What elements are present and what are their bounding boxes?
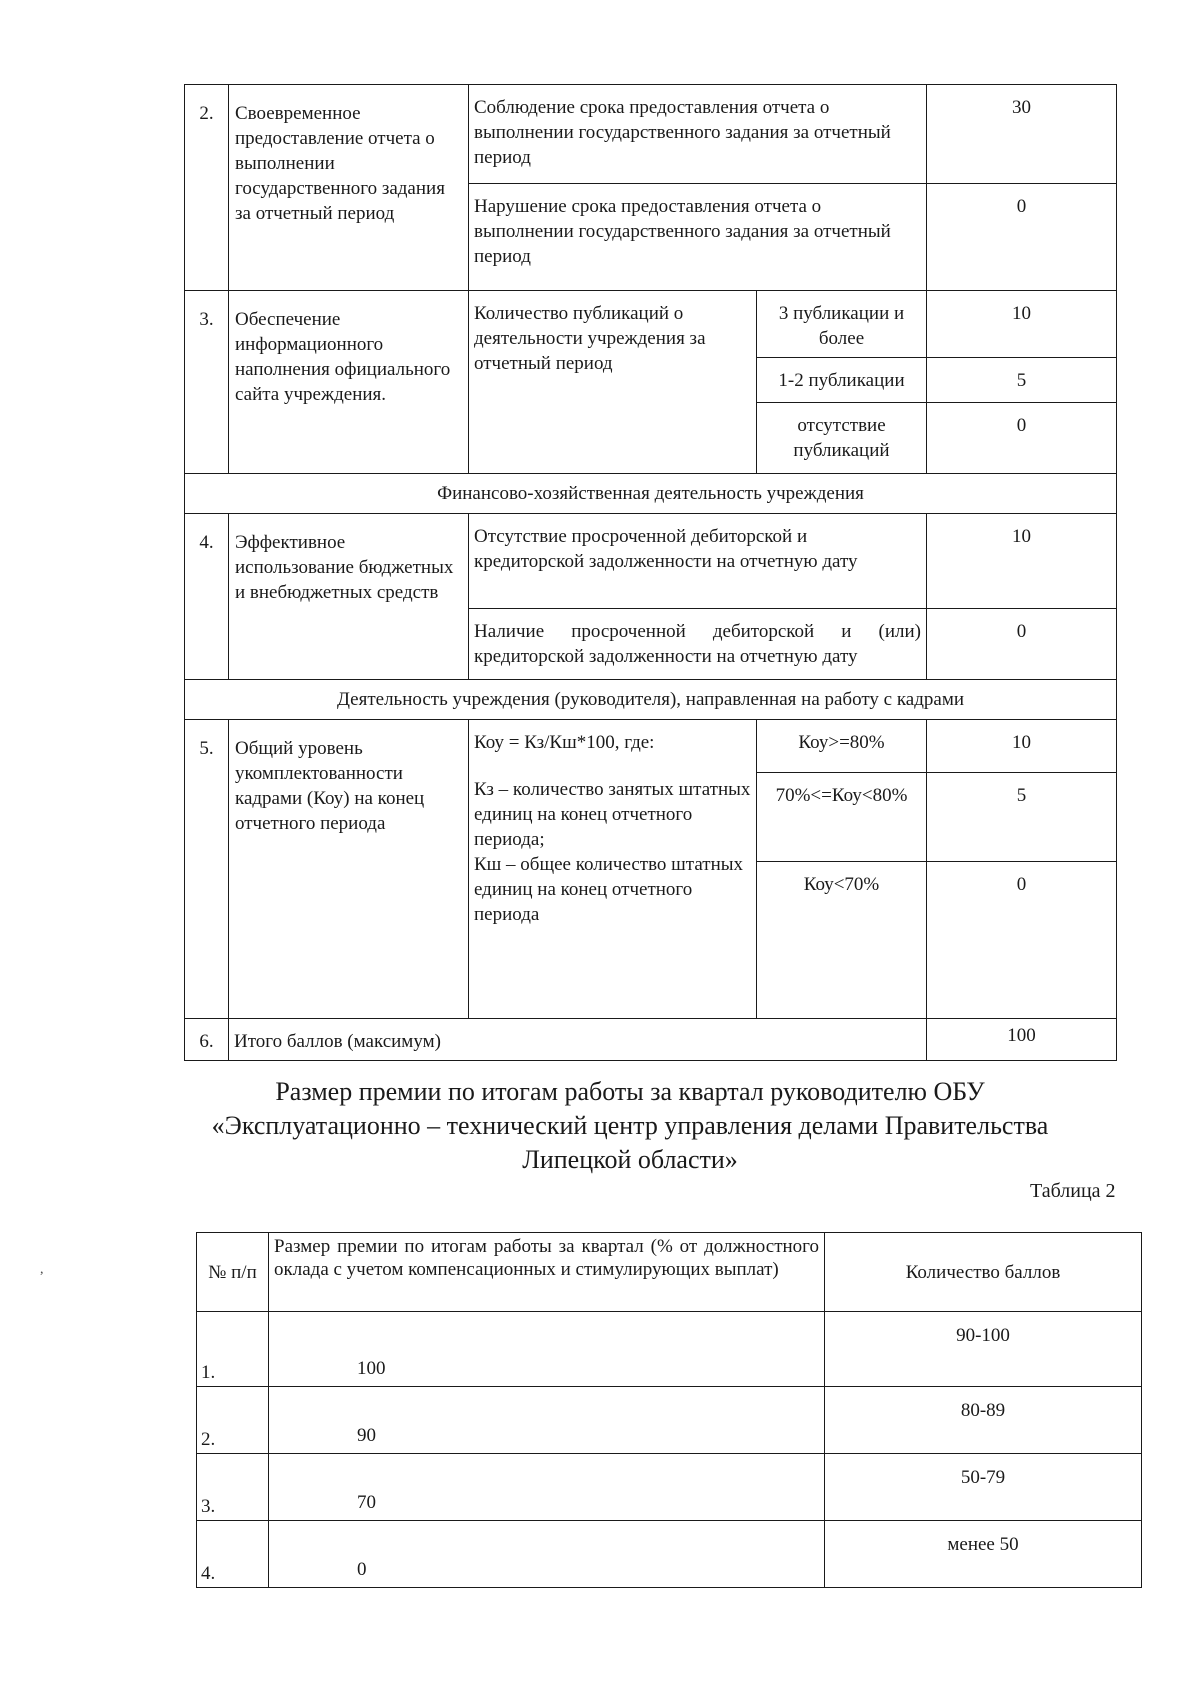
row-number: 2. — [185, 85, 229, 291]
condition-cell: 3 публикации и более — [757, 291, 927, 358]
score-cell: 0 — [927, 862, 1117, 1019]
section-title: Деятельность учреждения (руководителя), направленная на работу с кадрами — [185, 680, 1117, 720]
table-row — [185, 85, 1117, 184]
condition-cell: 70%<=Коу<80% — [757, 773, 927, 862]
score-cell: 5 — [927, 773, 1117, 862]
row-number: 4. — [197, 1521, 269, 1588]
heading-line-2: «Эксплуатационно – технический центр управления делами Правительства — [211, 1111, 1049, 1140]
bonus-size: 90 — [269, 1387, 825, 1454]
section-heading — [200, 1075, 1060, 1177]
score-range: 90-100 — [825, 1312, 1142, 1387]
row-number: 4. — [185, 514, 229, 680]
criterion-cell: Обеспечение информационного наполнения официального сайта учреждения. — [229, 291, 469, 474]
score-range: 50-79 — [825, 1454, 1142, 1521]
formula-description: Кз – количество занятых штатных единиц на конец отчетного периода; — [474, 779, 751, 850]
table-row — [185, 720, 1117, 773]
condition-cell: Коу<70% — [757, 862, 927, 1019]
indicator-cell: Нарушение срока предоставления отчета о выполнении государственного задания за отчетный период — [469, 184, 927, 291]
formula-description-2: Кш – общее количество штатных единиц на конец отчетного периода — [474, 854, 744, 925]
formula-cell — [469, 720, 757, 1019]
row-number: 3. — [185, 291, 229, 474]
criterion-cell: Эффективное использование бюджетных и внебюджетных средств — [229, 514, 469, 680]
indicator-cell: Отсутствие просроченной дебиторской и кредиторской задолженности на отчетную дату — [469, 514, 927, 609]
score-cell: 10 — [927, 291, 1117, 358]
indicator-cell: Соблюдение срока предоставления отчета о выполнении государственного задания за отчетный период — [469, 85, 927, 184]
header-size: Размер премии по итогам работы за квартал (% от должностного оклада с учетом компенсационных и стимулирующих выплат) — [269, 1233, 825, 1312]
formula: Коу = Кз/Кш*100, где: — [474, 732, 655, 753]
table-label: Таблица 2 — [1030, 1180, 1116, 1202]
heading-line-1: Размер премии по итогам работы за квартал руководителю ОБУ — [275, 1077, 985, 1106]
table-row — [197, 1454, 1142, 1521]
table-row — [197, 1387, 1142, 1454]
header-score: Количество баллов — [825, 1233, 1142, 1312]
score-range: 80-89 — [825, 1387, 1142, 1454]
condition-cell: 1-2 публикации — [757, 358, 927, 403]
row-number: 6. — [185, 1019, 229, 1061]
row-number: 2. — [197, 1387, 269, 1454]
criteria-table — [184, 84, 1117, 1061]
section-row — [185, 680, 1117, 720]
table-row — [197, 1312, 1142, 1387]
header-num: № п/п — [197, 1233, 269, 1312]
indicator-cell: Количество публикаций о деятельности учреждения за отчетный период — [469, 291, 757, 474]
total-row — [185, 1019, 1117, 1061]
row-number: 5. — [185, 720, 229, 1019]
row-number: 3. — [197, 1454, 269, 1521]
section-row — [185, 474, 1117, 514]
row-number: 1. — [197, 1312, 269, 1387]
stray-mark: , — [40, 1262, 44, 1277]
table-row — [185, 291, 1117, 358]
total-label: Итого баллов (максимум) — [229, 1019, 927, 1061]
score-cell: 0 — [927, 609, 1117, 680]
section-title: Финансово-хозяйственная деятельность учреждения — [185, 474, 1117, 514]
score-cell: 0 — [927, 403, 1117, 474]
bonus-table — [196, 1232, 1142, 1588]
score-cell: 10 — [927, 720, 1117, 773]
bonus-size: 70 — [269, 1454, 825, 1521]
table-row — [197, 1521, 1142, 1588]
bonus-size: 100 — [269, 1312, 825, 1387]
indicator-cell: Наличие просроченной дебиторской и (или) кредиторской задолженности на отчетную дату — [469, 609, 927, 680]
bonus-size: 0 — [269, 1521, 825, 1588]
criterion-cell: Общий уровень укомплектованности кадрами (Коу) на конец отчетного периода — [229, 720, 469, 1019]
score-range: менее 50 — [825, 1521, 1142, 1588]
score-cell: 30 — [927, 85, 1117, 184]
score-cell: 10 — [927, 514, 1117, 609]
table-row — [185, 514, 1117, 609]
total-score: 100 — [927, 1019, 1117, 1061]
table-header-row — [197, 1233, 1142, 1312]
criterion-cell: Своевременное предоставление отчета о выполнении государственного задания за отчетный период — [229, 85, 469, 291]
heading-line-3: Липецкой области» — [522, 1145, 738, 1174]
score-cell: 0 — [927, 184, 1117, 291]
score-cell: 5 — [927, 358, 1117, 403]
condition-cell: отсутствие публикаций — [757, 403, 927, 474]
condition-cell: Коу>=80% — [757, 720, 927, 773]
